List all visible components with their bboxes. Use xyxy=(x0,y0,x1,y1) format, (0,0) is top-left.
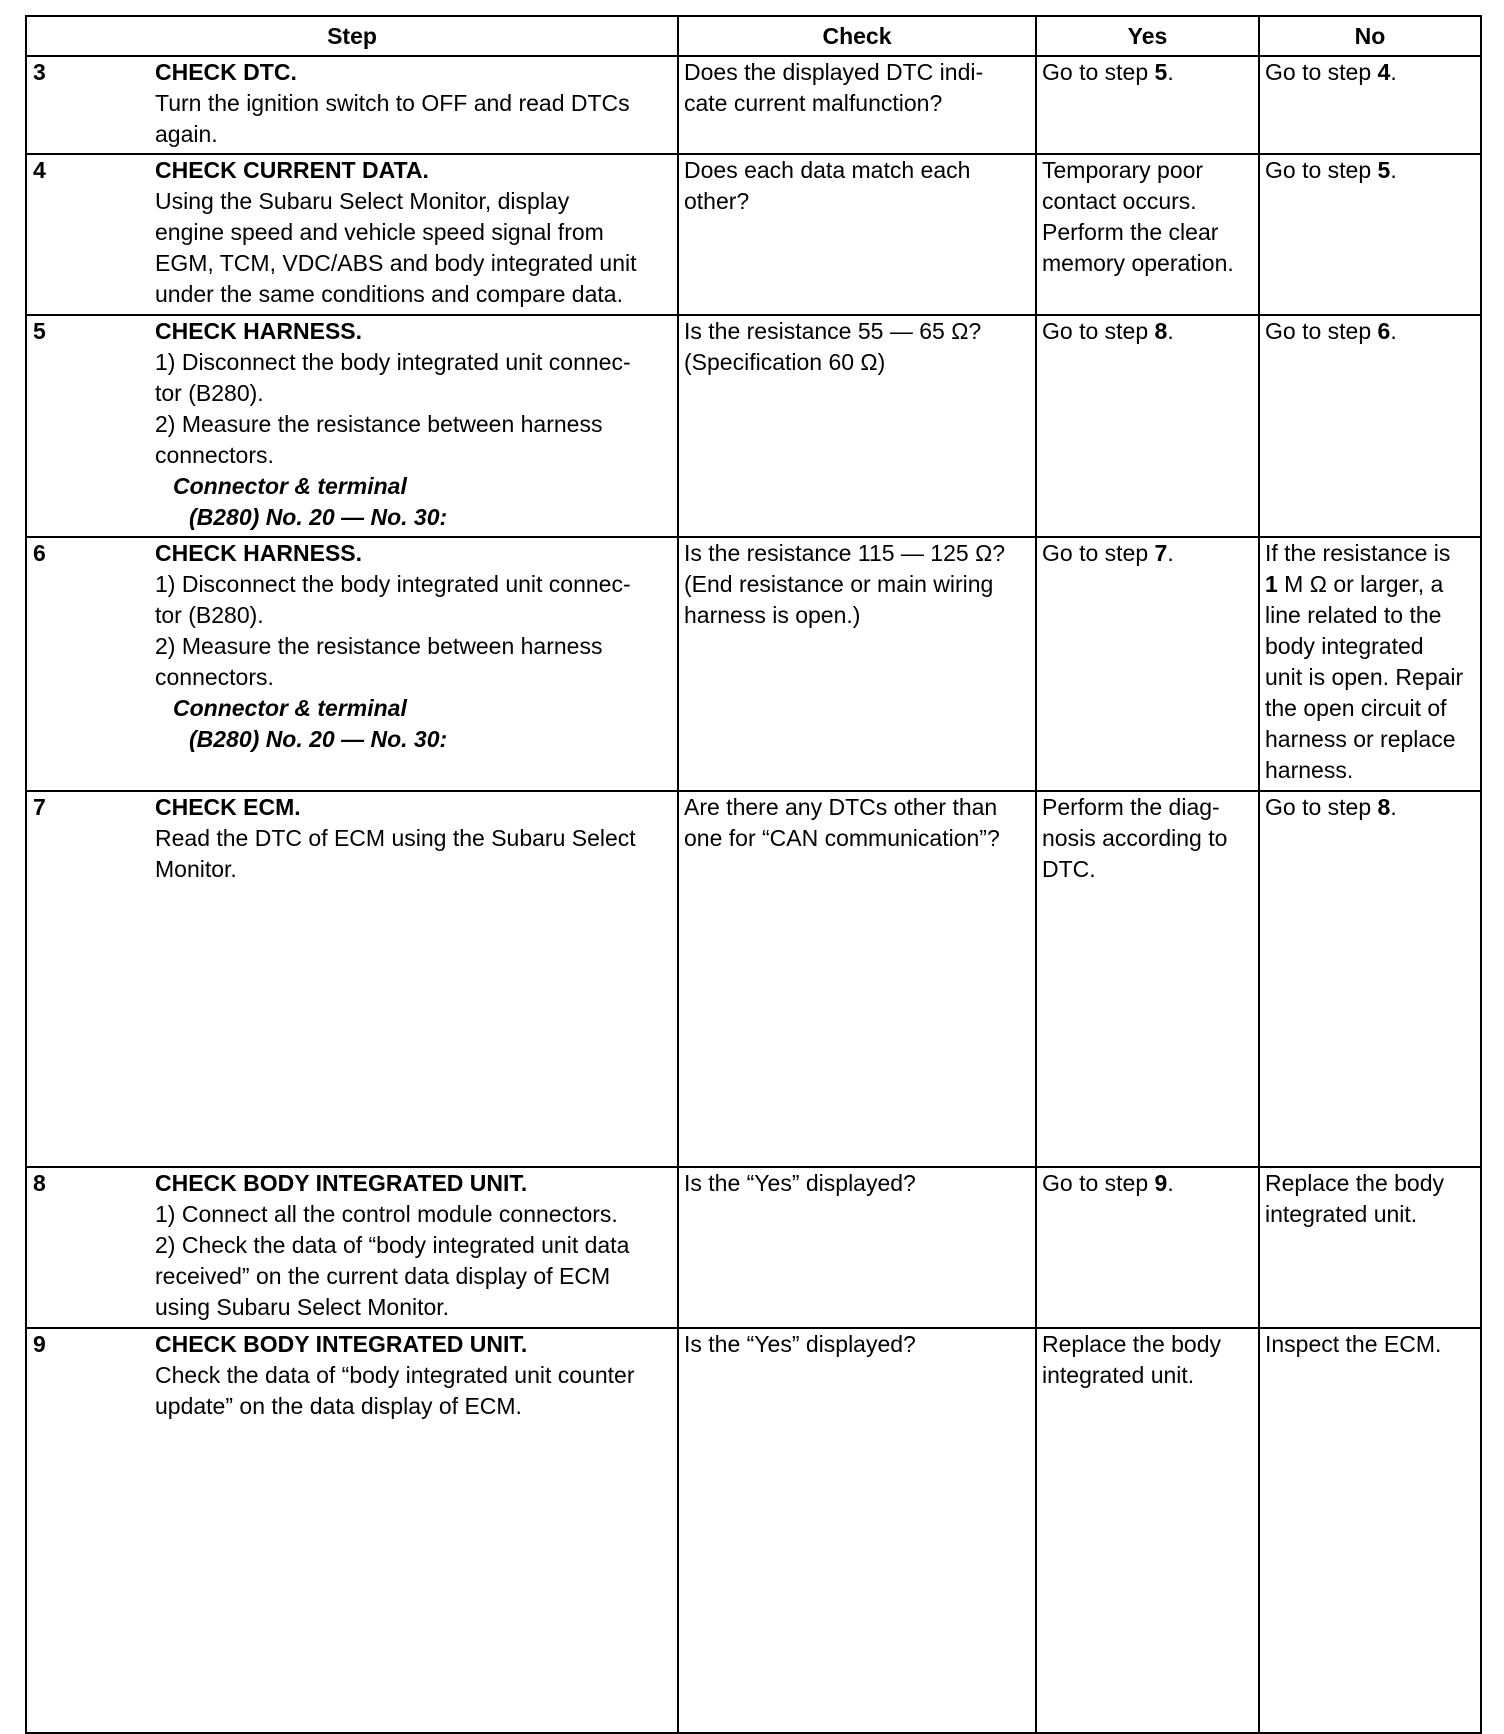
goto-text: Go to step xyxy=(1265,59,1378,85)
yes-cell xyxy=(1036,154,1259,315)
step-body xyxy=(155,57,677,150)
step-line: tor (B280). xyxy=(155,602,264,628)
yes-cell xyxy=(1036,56,1259,154)
no-line: the open circuit of xyxy=(1265,695,1447,721)
step-line: EGM, TCM, VDC/ABS and body integrated unit xyxy=(155,250,637,276)
table-row xyxy=(26,537,1481,791)
step-cell xyxy=(26,1167,678,1328)
goto-text: Go to step xyxy=(1042,318,1155,344)
step-title: CHECK DTC. xyxy=(155,59,297,85)
check-line: cate current malfunction? xyxy=(684,90,943,116)
no-line: Replace the body xyxy=(1265,1170,1445,1196)
no-cell xyxy=(1259,1167,1481,1328)
goto-step-number: 9 xyxy=(1154,1170,1168,1196)
no-line: Inspect the ECM. xyxy=(1265,1331,1442,1357)
goto-suffix: . xyxy=(1390,318,1397,344)
yes-line: contact occurs. xyxy=(1042,188,1197,214)
check-cell xyxy=(678,315,1036,537)
yes-cell xyxy=(1036,315,1259,537)
step-number: 6 xyxy=(33,540,46,566)
no-cell xyxy=(1259,315,1481,537)
step-line: 2) Measure the resistance between harness xyxy=(155,411,603,437)
yes-line: Temporary poor xyxy=(1042,157,1204,183)
no-cell xyxy=(1259,56,1481,154)
yes-cell xyxy=(1036,537,1259,791)
goto-suffix: . xyxy=(1167,59,1174,85)
step-line: Read the DTC of ECM using the Subaru Select xyxy=(155,825,636,851)
check-cell xyxy=(678,154,1036,315)
table-row xyxy=(26,1328,1481,1733)
check-line: Is the resistance 55 — 65 Ω? xyxy=(684,318,982,344)
yes-goto xyxy=(1042,1168,1253,1199)
no-goto xyxy=(1265,155,1475,186)
check-cell xyxy=(678,791,1036,1167)
step-title: CHECK HARNESS. xyxy=(155,318,363,344)
step-number: 7 xyxy=(33,794,46,820)
connector-label: Connector & terminal xyxy=(173,695,407,721)
yes-cell xyxy=(1036,1167,1259,1328)
check-line: Is the “Yes” displayed? xyxy=(684,1170,916,1196)
yes-cell xyxy=(1036,791,1259,1167)
step-line: Monitor. xyxy=(155,856,237,882)
step-cell xyxy=(26,154,678,315)
no-line: harness or replace xyxy=(1265,726,1456,752)
no-goto xyxy=(1265,57,1475,88)
no-line: line related to the xyxy=(1265,602,1442,628)
header-yes: Yes xyxy=(1036,16,1259,56)
goto-step-number: 8 xyxy=(1154,318,1168,344)
table-row xyxy=(26,56,1481,154)
yes-line: DTC. xyxy=(1042,856,1096,882)
goto-suffix: . xyxy=(1167,540,1174,566)
goto-text: Go to step xyxy=(1042,1170,1155,1196)
check-line: Is the resistance 115 — 125 Ω? xyxy=(684,540,1006,566)
step-line: using Subaru Select Monitor. xyxy=(155,1294,450,1320)
yes-line: integrated unit. xyxy=(1042,1362,1195,1388)
check-line: (Specification 60 Ω) xyxy=(684,349,886,375)
header-check: Check xyxy=(678,16,1036,56)
goto-suffix: . xyxy=(1167,1170,1174,1196)
yes-line: nosis according to xyxy=(1042,825,1228,851)
step-cell xyxy=(26,56,678,154)
step-cell xyxy=(26,1328,678,1733)
step-line: 1) Disconnect the body integrated unit connec- xyxy=(155,349,631,375)
step-line: 2) Measure the resistance between harness xyxy=(155,633,603,659)
check-line: Does the displayed DTC indi- xyxy=(684,59,984,85)
connector-terminal: (B280) No. 20 — No. 30: xyxy=(189,726,448,752)
check-line: other? xyxy=(684,188,750,214)
check-line: Does each data match each xyxy=(684,157,971,183)
no-cell xyxy=(1259,1328,1481,1733)
goto-text: Go to step xyxy=(1042,540,1155,566)
step-number: 4 xyxy=(33,157,46,183)
table-row xyxy=(26,315,1481,537)
goto-step-number: 4 xyxy=(1377,59,1391,85)
step-title: CHECK HARNESS. xyxy=(155,540,363,566)
no-line: body integrated xyxy=(1265,633,1424,659)
check-line: harness is open.) xyxy=(684,602,861,628)
header-no: No xyxy=(1259,16,1481,56)
check-line: (End resistance or main wiring xyxy=(684,571,994,597)
step-line: 2) Check the data of “body integrated unit data xyxy=(155,1232,630,1258)
goto-step-number: 8 xyxy=(1377,794,1391,820)
goto-suffix: . xyxy=(1390,157,1397,183)
step-title: CHECK CURRENT DATA. xyxy=(155,157,429,183)
yes-line: Perform the clear xyxy=(1042,219,1219,245)
step-number: 9 xyxy=(33,1331,46,1357)
step-body xyxy=(155,538,677,755)
step-line: under the same conditions and compare data. xyxy=(155,281,623,307)
step-number: 3 xyxy=(33,59,46,85)
step-line: Turn the ignition switch to OFF and read DTCs xyxy=(155,90,630,116)
no-line: integrated unit. xyxy=(1265,1201,1418,1227)
no-line: harness. xyxy=(1265,757,1354,783)
step-body xyxy=(155,155,677,310)
check-cell xyxy=(678,1328,1036,1733)
no-goto xyxy=(1265,792,1475,823)
check-cell xyxy=(678,56,1036,154)
step-line: engine speed and vehicle speed signal from xyxy=(155,219,604,245)
check-line: one for “CAN communication”? xyxy=(684,825,1000,851)
step-title: CHECK ECM. xyxy=(155,794,301,820)
resistance-suffix: M Ω or larger, a xyxy=(1277,571,1444,597)
step-line: update” on the data display of ECM. xyxy=(155,1393,522,1419)
no-cell xyxy=(1259,154,1481,315)
step-line: again. xyxy=(155,121,218,147)
goto-text: Go to step xyxy=(1265,157,1378,183)
no-line: If the resistance is xyxy=(1265,540,1451,566)
step-cell xyxy=(26,315,678,537)
step-line: connectors. xyxy=(155,442,274,468)
goto-suffix: . xyxy=(1390,794,1397,820)
step-body xyxy=(155,316,677,533)
yes-line: Replace the body xyxy=(1042,1331,1222,1357)
table-row xyxy=(26,791,1481,1167)
check-cell xyxy=(678,1167,1036,1328)
step-body xyxy=(155,792,677,885)
step-line: 1) Connect all the control module connectors. xyxy=(155,1201,618,1227)
goto-suffix: . xyxy=(1390,59,1397,85)
table-row xyxy=(26,154,1481,315)
step-number: 5 xyxy=(33,318,46,344)
no-cell xyxy=(1259,791,1481,1167)
step-line: Using the Subaru Select Monitor, display xyxy=(155,188,570,214)
step-line: connectors. xyxy=(155,664,274,690)
yes-goto xyxy=(1042,316,1253,347)
yes-goto xyxy=(1042,57,1253,88)
step-line: tor (B280). xyxy=(155,380,264,406)
step-body xyxy=(155,1168,677,1323)
step-title: CHECK BODY INTEGRATED UNIT. xyxy=(155,1170,528,1196)
connector-terminal: (B280) No. 20 — No. 30: xyxy=(189,504,448,530)
no-line xyxy=(1265,569,1475,600)
goto-text: Go to step xyxy=(1265,318,1378,344)
yes-line: Perform the diag- xyxy=(1042,794,1220,820)
no-line: unit is open. Repair xyxy=(1265,664,1464,690)
check-cell xyxy=(678,537,1036,791)
goto-step-number: 7 xyxy=(1154,540,1168,566)
step-title: CHECK BODY INTEGRATED UNIT. xyxy=(155,1331,528,1357)
yes-line: memory operation. xyxy=(1042,250,1234,276)
step-body xyxy=(155,1329,677,1422)
check-line: Are there any DTCs other than xyxy=(684,794,998,820)
header-step: Step xyxy=(26,16,678,56)
goto-step-number: 6 xyxy=(1377,318,1391,344)
table-header-row xyxy=(26,16,1481,56)
step-number: 8 xyxy=(33,1170,46,1196)
goto-step-number: 5 xyxy=(1377,157,1391,183)
yes-cell xyxy=(1036,1328,1259,1733)
step-line: received” on the current data display of ECM xyxy=(155,1263,611,1289)
no-cell xyxy=(1259,537,1481,791)
goto-text: Go to step xyxy=(1042,59,1155,85)
yes-goto xyxy=(1042,538,1253,569)
step-cell xyxy=(26,537,678,791)
resistance-value: 1 xyxy=(1265,571,1278,597)
goto-suffix: . xyxy=(1167,318,1174,344)
goto-step-number: 5 xyxy=(1154,59,1168,85)
table-row xyxy=(26,1167,1481,1328)
step-cell xyxy=(26,791,678,1167)
check-line: Is the “Yes” displayed? xyxy=(684,1331,916,1357)
no-goto xyxy=(1265,316,1475,347)
step-line: 1) Disconnect the body integrated unit connec- xyxy=(155,571,631,597)
diagnosis-table xyxy=(25,15,1482,1734)
step-line: Check the data of “body integrated unit counter xyxy=(155,1362,635,1388)
goto-text: Go to step xyxy=(1265,794,1378,820)
connector-label: Connector & terminal xyxy=(173,473,407,499)
